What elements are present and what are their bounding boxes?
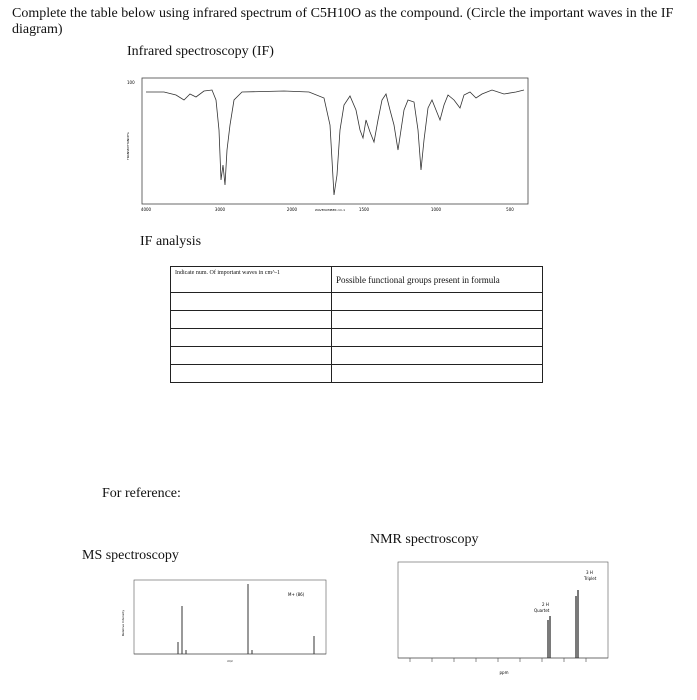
table-cell[interactable]: [171, 365, 332, 383]
ms-y-label: Relative Intensity: [121, 609, 125, 636]
table-cell[interactable]: [171, 347, 332, 365]
nmr-quartet-label: Quartet: [534, 608, 550, 613]
table-row: [171, 311, 543, 329]
ms-x-label: m/z: [227, 659, 233, 663]
nmr-title: NMR spectroscopy: [370, 532, 479, 547]
ir-y-label: TRANSMITTANCE%: [126, 132, 130, 160]
ms-spectrum-chart[interactable]: [118, 576, 330, 666]
table-row: [171, 347, 543, 365]
ir-x-tick: 1500: [358, 207, 370, 212]
nmr-triplet-label: Triplet: [584, 576, 597, 581]
ir-x-tick: 2000: [286, 207, 298, 212]
ir-x-tick: 500: [506, 207, 514, 212]
nmr-axis-ticks: [410, 658, 586, 662]
nmr-triplet-num: 3 H: [586, 570, 593, 575]
if-analysis-table: [170, 266, 543, 383]
table-cell[interactable]: [332, 365, 543, 383]
table-cell[interactable]: [171, 311, 332, 329]
if-analysis-table-wrap: [170, 266, 543, 383]
table-header-row: [171, 267, 543, 293]
table-cell[interactable]: [332, 329, 543, 347]
table-cell[interactable]: [332, 347, 543, 365]
ms-title: MS spectroscopy: [82, 548, 179, 563]
nmr-spectrum-chart[interactable]: [394, 560, 610, 678]
table-row: [171, 365, 543, 383]
table-cell[interactable]: [332, 311, 543, 329]
ir-title: Infrared spectroscopy (IF): [127, 44, 274, 59]
ir-x-tick: 4000: [140, 207, 152, 212]
nmr-quartet-num: 2 H: [542, 602, 549, 607]
table-cell[interactable]: [171, 329, 332, 347]
ir-x-tick: 1000: [430, 207, 442, 212]
col1-header: Indicate num. Of important waves in cm^-1: [171, 267, 332, 293]
nmr-peaks: [548, 590, 578, 658]
table-cell[interactable]: [171, 293, 332, 311]
ir-spectrum-chart[interactable]: [124, 70, 534, 220]
ir-x-tick: 3000: [214, 207, 226, 212]
ir-plot-frame: [142, 78, 528, 204]
ms-peak-label: M+ (86): [288, 592, 305, 597]
col2-header: Possible functional groups present in formula: [332, 267, 543, 293]
table-row: [171, 293, 543, 311]
ir-x-label: WAVENUMBER cm-1: [314, 208, 346, 212]
if-analysis-title: IF analysis: [140, 234, 202, 249]
ir-y-top-tick: 100: [127, 80, 135, 85]
table-row: [171, 329, 543, 347]
instructions: Complete the table below using infrared spectrum of C5H10O as the compound. (Circle the important waves in the IF diagram): [12, 6, 674, 37]
nmr-x-label: ppm: [499, 670, 509, 675]
reference-label: For reference:: [102, 486, 181, 501]
ir-spectrum-line: [146, 90, 524, 195]
table-cell[interactable]: [332, 293, 543, 311]
